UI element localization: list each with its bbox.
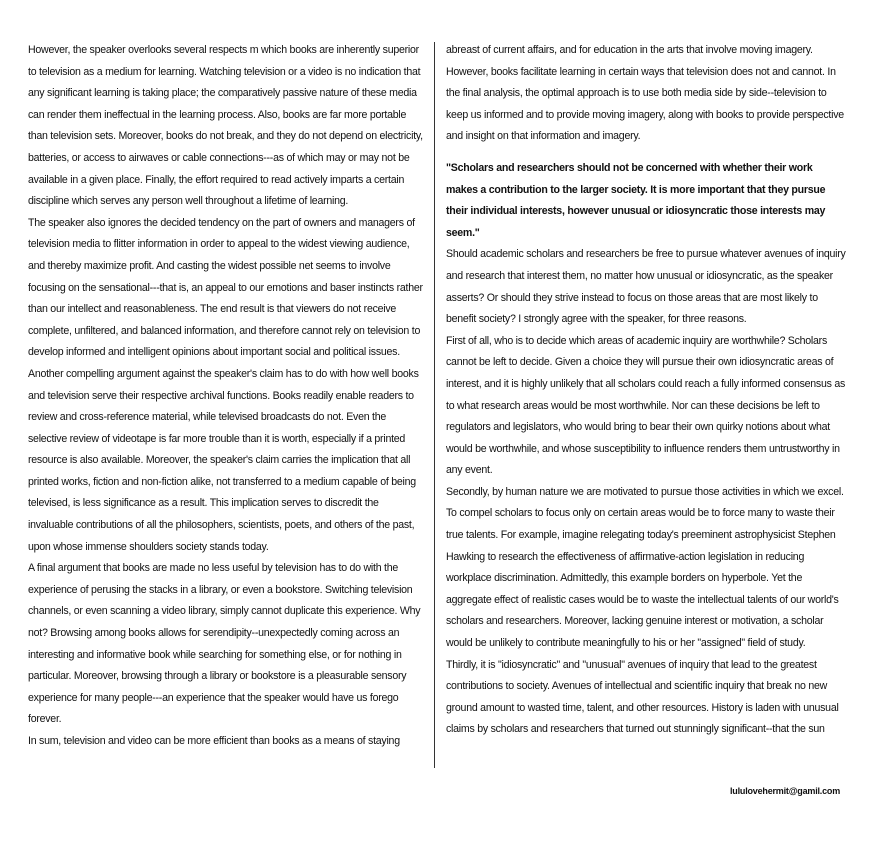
column-divider <box>434 42 435 768</box>
paragraph: The speaker also ignores the decided tendency on the part of owners and managers of television media to flitter information in order to appeal to the widest viewing audience, and thereby maximize profit. And casting the widest possible net seems to involve focusing on the sensational---that is, an appeal to our emotions and baser instincts rather than our intellect and reasonableness. The end result is that viewers do not receive complete, unfiltered, and balanced information, and therefore cannot rely on television to develop informed and intelligent opinions about important social and political issues. <box>28 216 423 359</box>
paragraph: A final argument that books are made no less useful by television has to do with the experience of perusing the stacks in a library, or even a bookstore. Switching television channels, or even scanning a video library, simply cannot duplicate this experience. Why not? Browsing among books allows for serendipity--unexpectedly coming across an interesting and informative book while searching for something else, or for nothing in particular. Moreover, browsing through a library or bookstore is a pleasurable sensory experience for many people---an experience that the speaker would have us forego forever. <box>28 562 421 726</box>
paragraph: In sum, television and video can be more efficient than books as a means of staying <box>28 735 400 747</box>
essay-prompt: "Scholars and researchers should not be concerned with whether their work makes a contribution to the larger society. It is more important that they pursue their individual interests, however unusual or idiosyncratic those interests may seem." <box>446 161 826 239</box>
paragraph: Secondly, by human nature we are motivated to pursue those activities in which we excel. To compel scholars to focus only on certain areas would be to force many to waste their true talents. For example, imagine relegating today's preeminent astrophysicist Stephen Hawking to research the effectiveness of affirmative-action legislation in reducing workplace discrimination. Admittedly, this example borders on hyperbole. Yet the aggregate effect of realistic cases would be to waste the intellectual talents of our world's scholars and researchers. Moreover, lacking genuine interest or motivation, a scholar would be unlikely to contribute meaningfully to his or her "assigned" field of study. <box>446 485 844 650</box>
paragraph: However, the speaker overlooks several respects m which books are inherently superior to television as a medium for learning. Watching television or a video is no indication that any significant learning is taking place; the comparatively passive nature of these media can render them ineffectual in the learning process. Also, books are far more portable than television sets. Moreover, books do not break, and they do not depend on electricity, batteries, or access to airwaves or cable connections---as of which may or may not be available in a given place. Finally, the effort required to read actively imparts a certain discipline which serves any person well throughout a lifetime of learning. <box>28 44 423 208</box>
paragraph: Thirdly, it is "idiosyncratic" and "unusual" avenues of inquiry that lead to the greatest contributions to society. Avenues of intellectual and scientific inquiry that break no new ground amount to wasted time, talent, and other resources. History is laden with unusual claims by scholars and researchers that turned out stunningly significant--that the sun <box>446 658 839 736</box>
paragraph: Another compelling argument against the speaker's claim has to do with how well books and television serve their respective archival functions. Books readily enable readers to review and cross-reference material, while televised broadcasts do not. Even the selective review of videotape is far more trouble than it is worth, especially if a printed resource is also available. Moreover, the speaker's claim carries the implication that all printed works, fiction and non-fiction alike, not transferred to a medium capable of being televised, is less significance as a result. This implication serves to discredit the invaluable contributions of all the philosophers, scientists, poets, and others of the past, upon whose immense shoulders society stands today. <box>28 367 419 553</box>
footer-email: lululovehermit@gamil.com <box>730 786 840 796</box>
paragraph: Should academic scholars and researchers be free to pursue whatever avenues of inquiry and research that interest them, no matter how unusual or idiosyncratic, as the speaker asserts? Or should they strive instead to focus on those areas that are most likely to benefit society? I strongly agree with the speaker, for three reasons. <box>446 248 846 326</box>
right-column <box>446 40 846 770</box>
paragraph: abreast of current affairs, and for education in the arts that involve moving imagery. However, books facilitate learning in certain ways that television does not and cannot. In the final analysis, the optimal approach is to use both media side by side--television to keep us informed and to provide moving imagery, along with books to provide perspective and insight on that information and imagery. <box>446 44 844 143</box>
left-column <box>28 40 424 770</box>
paragraph: First of all, who is to decide which areas of academic inquiry are worthwhile? Scholars cannot be left to decide. Given a choice they will pursue their own idiosyncratic areas of interest, and it is highly unlikely that all scholars could reach a fully informed consensus as to what research areas would be most worthwhile. Nor can these decisions be left to regulators and legislators, who would bring to bear their own quirky notions about what would be worthwhile, and whose susceptibility to influence renders them untrustworthy in any event. <box>446 334 846 477</box>
